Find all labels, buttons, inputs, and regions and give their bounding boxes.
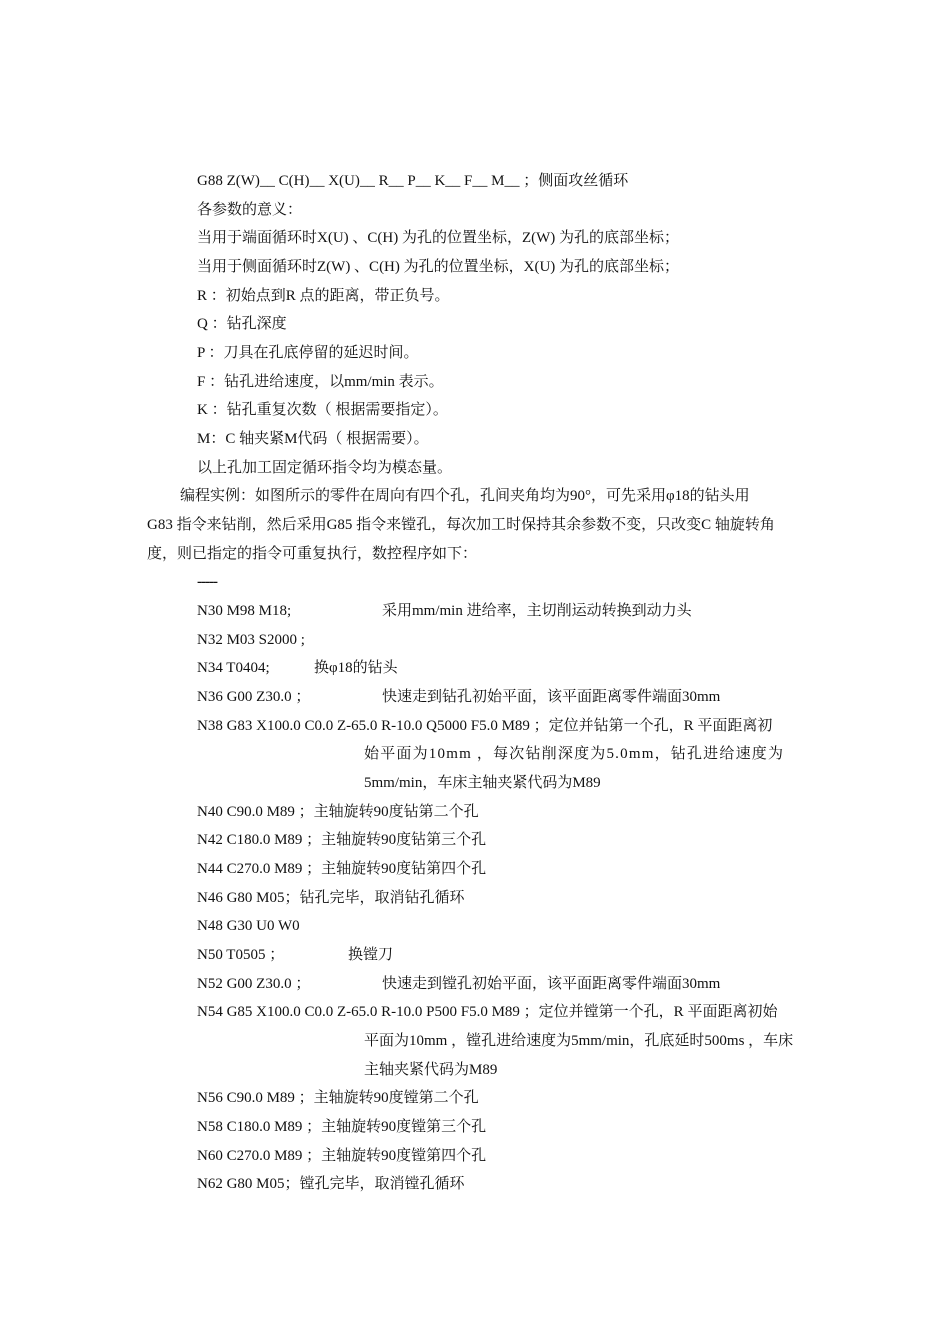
program-line-n60: N60 C270.0 M89 ；主轴旋转90度镗第四个孔 <box>197 1148 487 1164</box>
param-side-face: 当用于侧面循环时Z(W) 、C(H) 为孔的位置坐标，X(U) 为孔的底部坐标； <box>197 259 680 275</box>
program-line-n58: N58 C180.0 M89 ；主轴旋转90度镗第三个孔 <box>197 1119 487 1135</box>
program-line-n54: N54 G85 X100.0 C0.0 Z-65.0 R-10.0 P500 F5.0 M89 ；定位并镗第一个孔，R 平面距离初始 <box>197 1004 778 1020</box>
param-f: F ：钻孔进给速度，以mm/min 表示。 <box>197 374 444 390</box>
param-r: R ：初始点到R 点的距离，带正负号。 <box>197 288 450 304</box>
example-paragraph-line-1: 编程实例：如图所示的零件在周向有四个孔，孔间夹角均为90°，可先采用φ18的钻头用 <box>180 488 750 504</box>
param-m: M：C 轴夹紧M代码（ 根据需要）。 <box>197 431 429 447</box>
program-comment: 换φ18的钻头 <box>314 660 398 676</box>
program-continuation: 5mm/min，车床主轴夹紧代码为M89 <box>364 775 601 791</box>
program-continuation: 主轴夹紧代码为M89 <box>364 1062 498 1078</box>
program-line-n48: N48 G30 U0 W0 <box>197 918 300 934</box>
params-heading: 各参数的意义： <box>197 202 303 218</box>
program-line-n46: N46 G80 M05；钻孔完毕，取消钻孔循环 <box>197 890 465 906</box>
separator: ----- <box>197 574 217 590</box>
modal-note: 以上孔加工固定循环指令均为模态量。 <box>197 460 453 476</box>
program-line-n52: N52 G00 Z30.0 ； <box>197 976 311 992</box>
param-p: P ：刀具在孔底停留的延迟时间。 <box>197 345 419 361</box>
program-comment: 换镗刀 <box>348 947 394 963</box>
example-paragraph-line-2: G83 指令来钻削，然后采用G85 指令来镗孔，每次加工时保持其余参数不变，只改变C 轴旋转角 <box>147 517 775 533</box>
example-paragraph-line-3: 度，则已指定的指令可重复执行，数控程序如下： <box>147 546 478 562</box>
param-q: Q ：钻孔深度 <box>197 316 287 332</box>
program-continuation: 平面为10mm ，镗孔进给速度为5mm/min，孔底延时500ms ，车床 <box>364 1033 794 1049</box>
g88-syntax-line: G88 Z(W)__ C(H)__ X(U)__ R__ P__ K__ F__ M__ ；侧面攻丝循环 <box>197 173 629 189</box>
program-line-n36: N36 G00 Z30.0 ； <box>197 689 311 705</box>
program-line-n42: N42 C180.0 M89 ；主轴旋转90度钻第三个孔 <box>197 832 487 848</box>
program-line-n30 <box>197 601 291 621</box>
program-line-n34: N34 T0404; <box>197 660 270 676</box>
program-comment: 采用mm/min 进给率，主切削运动转换到动力头 <box>382 603 692 619</box>
program-line-n44: N44 C270.0 M89 ；主轴旋转90度钻第四个孔 <box>197 861 487 877</box>
program-line-n56: N56 C90.0 M89 ；主轴旋转90度镗第二个孔 <box>197 1090 479 1106</box>
program-continuation: 始平面为10mm ，每次钻削深度为5.0mm，钻孔进给速度为 <box>364 746 785 762</box>
param-k: K ：钻孔重复次数（ 根据需要指定）。 <box>197 402 448 418</box>
program-line-n32: N32 M03 S2000 ; <box>197 632 305 648</box>
program-line-n38: N38 G83 X100.0 C0.0 Z-65.0 R-10.0 Q5000 F5.0 M89 ；定位并钻第一个孔，R 平面距离初 <box>197 718 773 734</box>
program-comment: 快速走到钻孔初始平面，该平面距离零件端面30mm <box>382 689 721 705</box>
program-line-n40: N40 C90.0 M89 ；主轴旋转90度钻第二个孔 <box>197 804 479 820</box>
program-line-n50: N50 T0505 ； <box>197 947 285 963</box>
program-code: N30 M98 M18; <box>197 603 292 619</box>
program-line-n62: N62 G80 M05；镗孔完毕，取消镗孔循环 <box>197 1176 465 1192</box>
program-comment: 快速走到镗孔初始平面，该平面距离零件端面30mm <box>382 976 721 992</box>
param-end-face: 当用于端面循环时X(U) 、C(H) 为孔的位置坐标，Z(W) 为孔的底部坐标； <box>197 230 680 246</box>
